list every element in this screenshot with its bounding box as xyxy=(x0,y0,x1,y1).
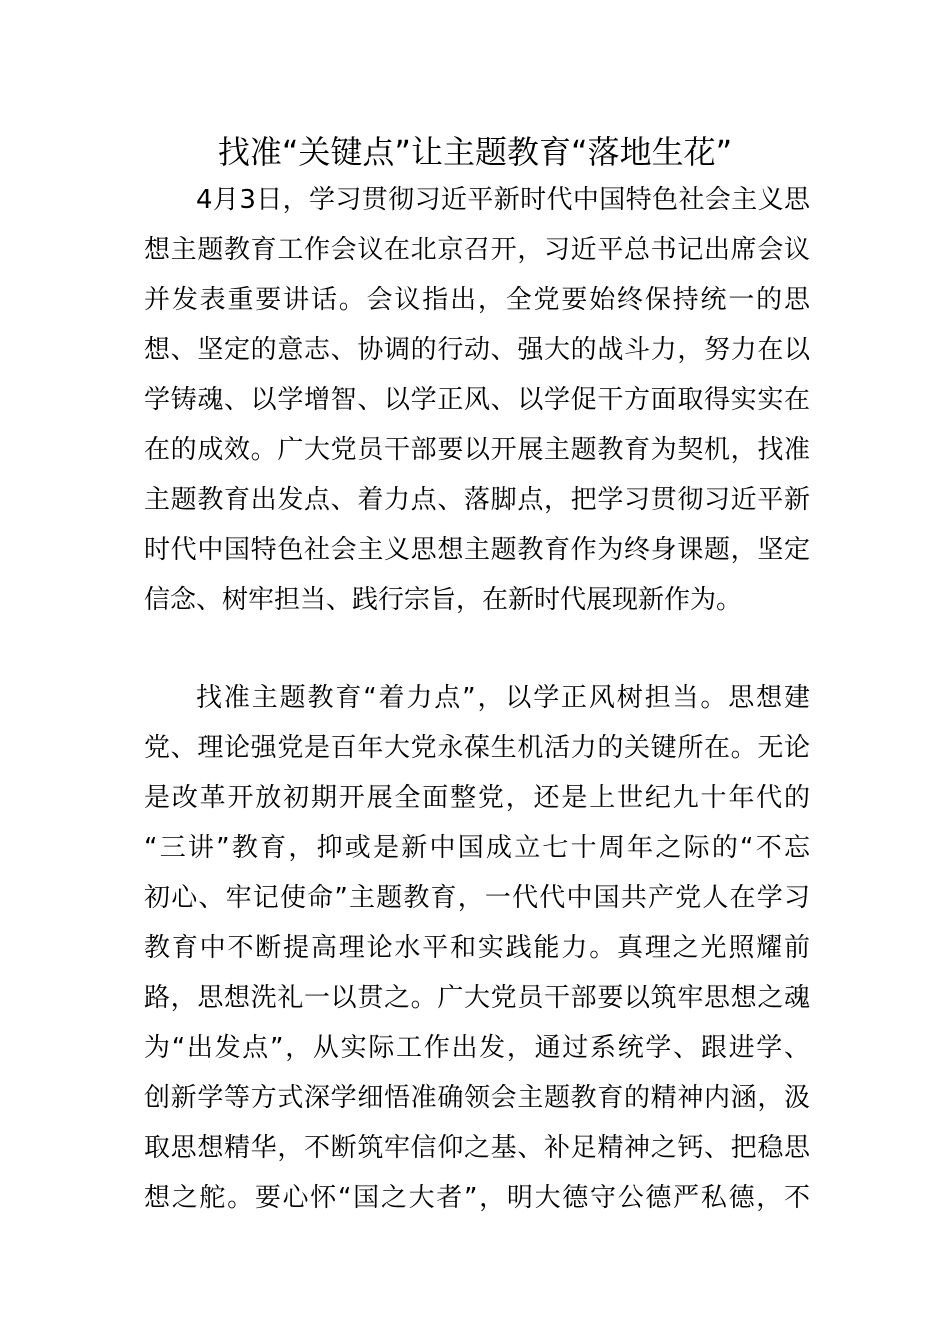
paragraph-line: 为“出发点”，从实际工作出发，通过系统学、跟进学、 xyxy=(144,1033,810,1063)
paragraph-line: 路，思想洗礼一以贯之。广大党员干部要以筑牢思想之魂 xyxy=(144,983,810,1013)
paragraph-line: 主题教育出发点、着力点、落脚点，把学习贯彻习近平新 xyxy=(144,485,810,515)
paragraph-line: 4月3日，学习贯彻习近平新时代中国特色社会主义思 xyxy=(196,185,810,215)
paragraph-line: 学铸魂、以学增智、以学正风、以学促干方面取得实实在 xyxy=(144,385,810,415)
paragraph-line: 找准主题教育“着力点”，以学正风树担当。思想建 xyxy=(196,683,810,713)
paragraph-1 xyxy=(144,175,810,625)
paragraph-line: 想、坚定的意志、协调的行动、强大的战斗力，努力在以 xyxy=(144,335,810,365)
paragraph-2 xyxy=(144,673,810,1223)
paragraph-line: 党、理论强党是百年大党永葆生机活力的关键所在。无论 xyxy=(144,733,810,763)
paragraph-line: 想之舵。要心怀“国之大者”，明大德守公德严私德，不 xyxy=(144,1183,810,1213)
paragraph-line: “三讲”教育，抑或是新中国成立七十周年之际的“不忘 xyxy=(144,833,810,863)
document-title: 找准“关键点”让主题教育“落地生花” xyxy=(217,133,733,171)
paragraph-line: 教育中不断提高理论水平和实践能力。真理之光照耀前 xyxy=(144,933,810,963)
paragraph-line: 想主题教育工作会议在北京召开，习近平总书记出席会议 xyxy=(144,235,810,265)
paragraph-line: 创新学等方式深学细悟准确领会主题教育的精神内涵，汲 xyxy=(144,1083,810,1113)
paragraph-line: 并发表重要讲话。会议指出，全党要始终保持统一的思 xyxy=(144,285,810,315)
paragraph-line: 在的成效。广大党员干部要以开展主题教育为契机，找准 xyxy=(144,435,810,465)
paragraph-line: 信念、树牢担当、践行宗旨，在新时代展现新作为。 xyxy=(144,585,743,615)
paragraph-line: 时代中国特色社会主义思想主题教育作为终身课题，坚定 xyxy=(144,535,810,565)
paragraph-line: 取思想精华，不断筑牢信仰之基、补足精神之钙、把稳思 xyxy=(144,1133,810,1163)
paragraph-line: 初心、牢记使命”主题教育，一代代中国共产党人在学习 xyxy=(144,883,810,913)
paragraph-line: 是改革开放初期开展全面整党，还是上世纪九十年代的 xyxy=(144,783,810,813)
